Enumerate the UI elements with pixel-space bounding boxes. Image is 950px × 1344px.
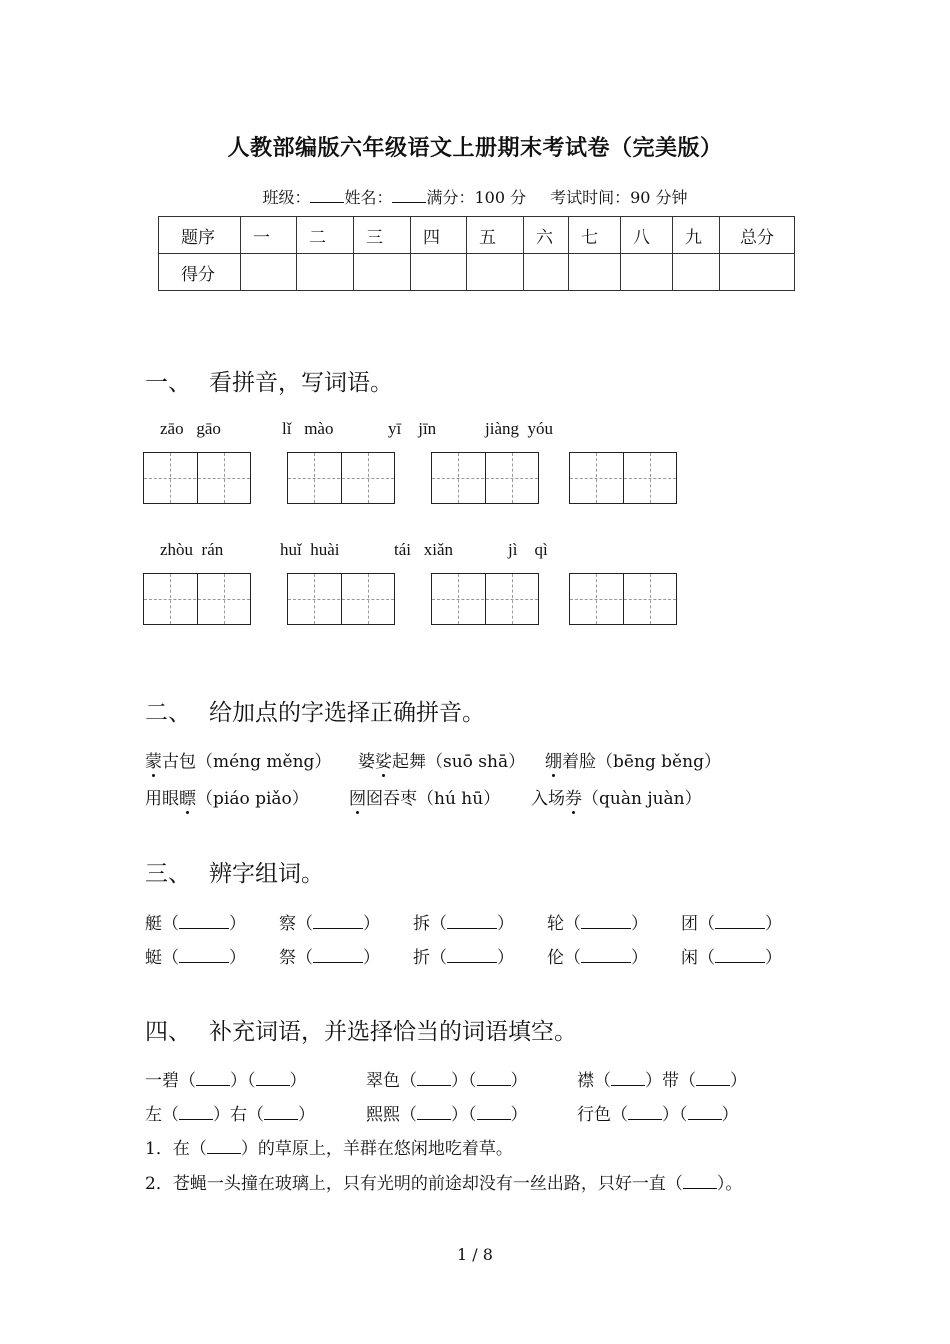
score-cell: 九 bbox=[673, 217, 720, 254]
writing-grid[interactable] bbox=[569, 452, 677, 504]
score-cell: 四 bbox=[411, 217, 467, 254]
section-title: 补充词语，并选择恰当的词语填空。 bbox=[209, 1019, 577, 1045]
score-input-cell[interactable] bbox=[524, 254, 569, 291]
score-header-row bbox=[159, 217, 795, 254]
page-title: 人教部编版六年级语文上册期末考试卷（完美版） bbox=[227, 135, 723, 161]
section-4-heading bbox=[145, 1013, 577, 1046]
section-title: 给加点的字选择正确拼音。 bbox=[209, 700, 485, 726]
pinyin-choice-item[interactable]: 蒙古包（méng měng） bbox=[145, 747, 331, 772]
score-cell: 八 bbox=[621, 217, 673, 254]
pinyin-choice-item[interactable]: 入场券（quàn juàn） bbox=[531, 784, 702, 809]
idiom-item[interactable]: 行色（ ）（ ） bbox=[577, 1105, 739, 1125]
dotted-char: 囫 bbox=[349, 784, 366, 809]
idiom-item[interactable]: 左（ ）右（ ） bbox=[145, 1105, 315, 1125]
dotted-char: 券 bbox=[565, 784, 582, 809]
word-group-item[interactable]: 轮（ ） bbox=[547, 914, 648, 934]
word-group-item[interactable]: 伦（ ） bbox=[547, 948, 648, 968]
pinyin-label: jiàng yóu bbox=[485, 419, 553, 438]
writing-grid[interactable] bbox=[431, 573, 539, 625]
section-title: 辨字组词。 bbox=[209, 861, 324, 887]
score-input-cell[interactable] bbox=[621, 254, 673, 291]
score-cell: 七 bbox=[569, 217, 621, 254]
dotted-char: 绷 bbox=[545, 747, 562, 772]
word-group-item[interactable]: 拆（ ） bbox=[413, 914, 514, 934]
score-cell: 五 bbox=[467, 217, 524, 254]
writing-grid[interactable] bbox=[287, 452, 395, 504]
score-cell: 二 bbox=[297, 217, 354, 254]
pinyin-label: zhòu rán bbox=[160, 540, 224, 559]
word-group-item[interactable]: 察（ ） bbox=[279, 914, 380, 934]
score-input-cell[interactable] bbox=[467, 254, 524, 291]
dotted-char: 蒙 bbox=[145, 747, 162, 772]
score-input-cell[interactable] bbox=[241, 254, 297, 291]
section-title: 看拼音，写词语。 bbox=[209, 370, 393, 396]
pinyin-label: lǐ mào bbox=[282, 419, 334, 438]
pinyin-choice-item[interactable]: 绷着脸（bēng běng） bbox=[545, 747, 721, 772]
idiom-item[interactable]: 一碧（ ）（ ） bbox=[145, 1071, 307, 1091]
word-group-item[interactable]: 闲（ ） bbox=[681, 948, 782, 968]
section-3-heading bbox=[145, 855, 324, 888]
word-group-item[interactable]: 艇（ ） bbox=[145, 914, 246, 934]
word-group-item[interactable]: 蜓（ ） bbox=[145, 948, 246, 968]
pinyin-choice-item[interactable]: 婆娑起舞（suō shā） bbox=[358, 747, 525, 772]
dotted-char: 娑 bbox=[375, 747, 392, 772]
writing-grid[interactable] bbox=[143, 452, 251, 504]
section-1-heading bbox=[145, 364, 393, 397]
score-cell: 三 bbox=[354, 217, 411, 254]
writing-grid[interactable] bbox=[569, 573, 677, 625]
word-group-item[interactable]: 祭（ ） bbox=[279, 948, 380, 968]
word-group-item[interactable]: 折（ ） bbox=[413, 948, 514, 968]
score-input-cell[interactable] bbox=[354, 254, 411, 291]
class-blank[interactable] bbox=[310, 188, 344, 203]
writing-grid[interactable] bbox=[287, 573, 395, 625]
idiom-item[interactable]: 襟（ ）带（ ） bbox=[577, 1071, 747, 1091]
writing-grid[interactable] bbox=[143, 573, 251, 625]
pinyin-label: yī jīn bbox=[388, 419, 437, 438]
score-value-row bbox=[159, 254, 795, 291]
name-blank[interactable] bbox=[392, 188, 426, 203]
exam-info bbox=[0, 185, 950, 208]
section-number: 一、 bbox=[145, 370, 191, 396]
word-group-item[interactable]: 团（ ） bbox=[681, 914, 782, 934]
idiom-item[interactable]: 翠色（ ）（ ） bbox=[366, 1071, 528, 1091]
idiom-item[interactable]: 熙熙（ ）（ ） bbox=[366, 1105, 528, 1125]
pinyin-label: tái xiǎn bbox=[394, 540, 454, 559]
pinyin-choice-item[interactable]: 用眼瞟（piáo piǎo） bbox=[145, 784, 309, 809]
section-2-heading bbox=[145, 694, 485, 727]
pinyin-choice-item[interactable]: 囫囵吞枣（hú hū） bbox=[349, 784, 500, 809]
score-cell: 一 bbox=[241, 217, 297, 254]
name-label: 姓名： bbox=[344, 188, 393, 207]
score-input-cell[interactable] bbox=[297, 254, 354, 291]
pinyin-label: zāo gāo bbox=[160, 419, 221, 438]
fill-sentence-2[interactable]: 2．苍蝇一头撞在玻璃上，只有光明的前途却没有一丝出路，只好一直（ ）。 bbox=[145, 1174, 743, 1194]
pinyin-label: jì qì bbox=[508, 540, 548, 559]
score-input-cell[interactable] bbox=[720, 254, 795, 291]
class-label: 班级： bbox=[262, 188, 311, 207]
section-number: 二、 bbox=[145, 700, 191, 726]
score-input-cell[interactable] bbox=[411, 254, 467, 291]
page-number: 1 / 8 bbox=[457, 1245, 493, 1264]
full-score-label: 满分：100 分 bbox=[426, 188, 527, 207]
score-cell: 总分 bbox=[720, 217, 795, 254]
score-label-cell: 得分 bbox=[159, 254, 241, 291]
writing-grid[interactable] bbox=[431, 452, 539, 504]
section-number: 三、 bbox=[145, 861, 191, 887]
score-cell: 六 bbox=[524, 217, 569, 254]
fill-sentence-1[interactable]: 1．在（ ）的草原上，羊群在悠闲地吃着草。 bbox=[145, 1139, 513, 1159]
time-label: 考试时间：90 分钟 bbox=[550, 188, 688, 207]
score-input-cell[interactable] bbox=[673, 254, 720, 291]
score-cell: 题序 bbox=[159, 217, 241, 254]
score-input-cell[interactable] bbox=[569, 254, 621, 291]
section-number: 四、 bbox=[145, 1019, 191, 1045]
score-table bbox=[158, 216, 795, 291]
dotted-char: 瞟 bbox=[179, 784, 196, 809]
pinyin-label: huǐ huài bbox=[280, 540, 340, 559]
